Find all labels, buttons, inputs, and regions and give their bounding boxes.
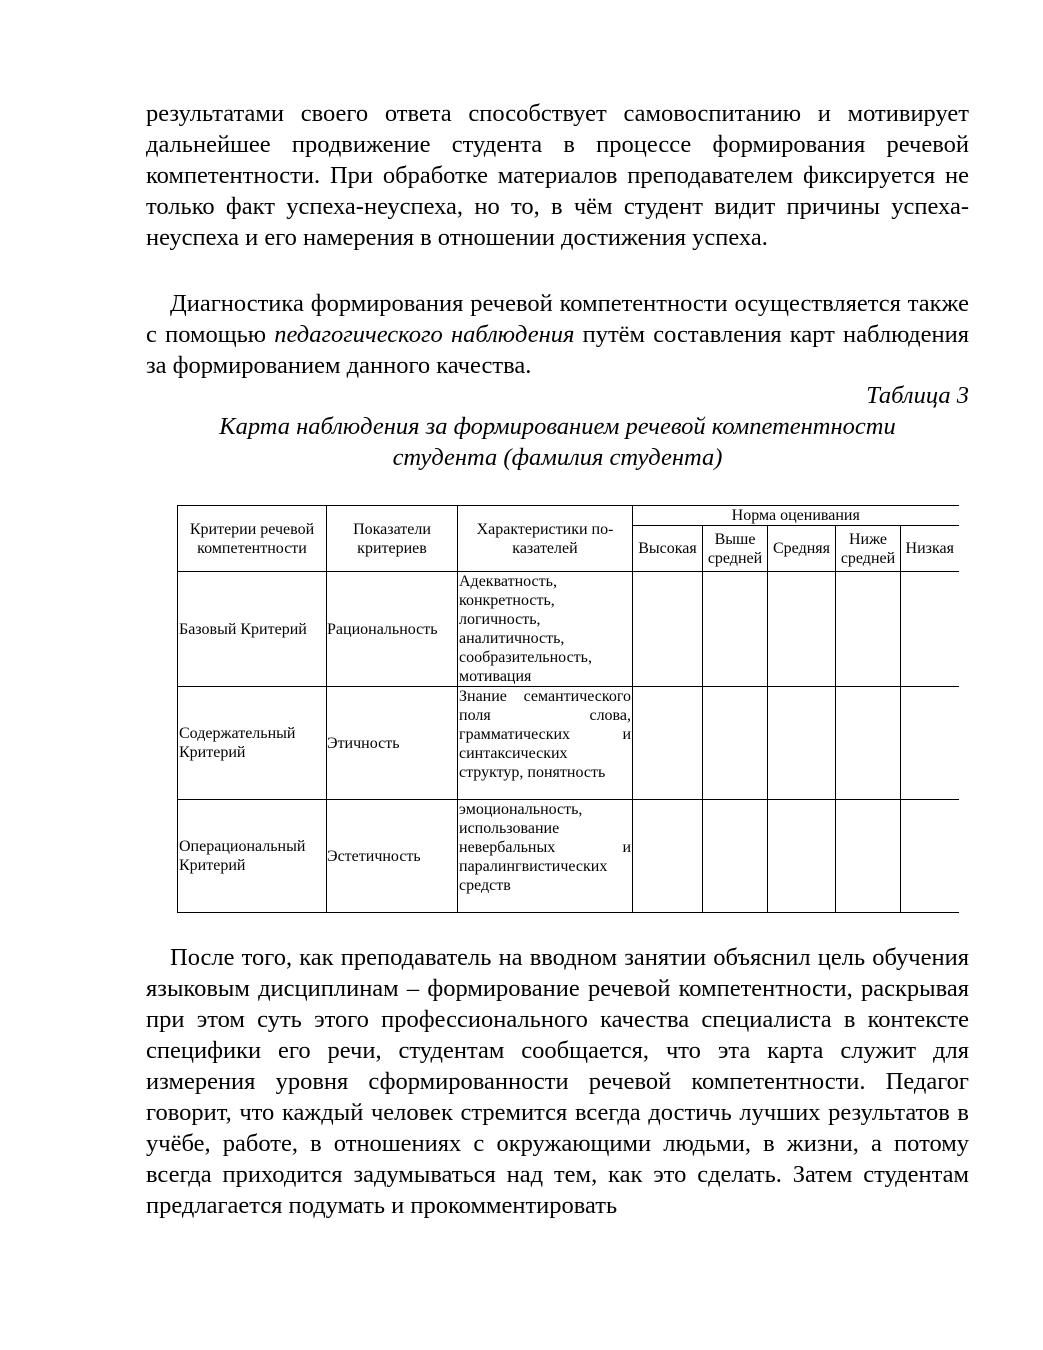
indicator-cell: Рациональность <box>327 572 458 687</box>
norm-cell-high <box>633 687 703 800</box>
table-row <box>178 572 959 687</box>
norm-cell-above-average <box>703 572 768 687</box>
header-criteria: Критерии речевой компетентности <box>178 506 327 572</box>
table-row <box>178 687 959 800</box>
characteristics-cell: эмоциональность, использование невербальных и паралингвистических средств <box>458 800 633 913</box>
header-level-average: Средняя <box>768 526 836 572</box>
header-level-low: Низкая <box>901 526 959 572</box>
indicator-cell: Эстетичность <box>327 800 458 913</box>
paragraph-diagnostics-text-2: путём составления карт наблюдения за формированием данного качества. <box>146 321 969 379</box>
paragraph-observation-card: После того, как преподаватель на вводном занятии объяснил цель обучения языковым дисциплинам – формирование речевой компетентности, раскрывая при этом суть этого профессионального качества специалиста в контексте специфики его речи, студентам сообщается, что эта карта служит для измерения уровня сформированности речевой компетентности. Педагог говорит, что каждый человек стремится всегда достичь лучших результатов в учёбе, работе, в отношениях с окружающими людьми, в жизни, а потому всегда приходится задумываться над тем, как это сделать. Затем студентам предлагается подумать и прокомментировать <box>146 944 969 1219</box>
norm-cell-low <box>901 572 959 687</box>
paragraph-diagnostics-emphasis: педагогического наблюдения <box>274 321 575 348</box>
norm-cell-average <box>768 687 836 800</box>
header-level-high: Высокая <box>633 526 703 572</box>
paragraph-diagnostics <box>146 288 969 381</box>
norm-cell-low <box>901 800 959 913</box>
norm-cell-above-average <box>703 687 768 800</box>
indicator-cell: Этичность <box>327 687 458 800</box>
table-title-line-2: студента (фамилия студента) <box>392 444 723 471</box>
norm-cell-low <box>901 687 959 800</box>
header-characteristics: Характеристики по-казателей <box>458 506 633 572</box>
characteristics-cell: Знание семантического поля слова, грамматических и синтаксических структур, понятность <box>458 687 633 800</box>
norm-cell-average <box>768 572 836 687</box>
header-level-above-average: Выше средней <box>703 526 768 572</box>
table-row <box>178 800 959 913</box>
table-number: Таблица 3 <box>866 382 969 409</box>
paragraph-diagnostics-text-1: Диагностика формирования речевой компетентности осуществляется также с помощью <box>146 290 969 348</box>
table-title <box>146 411 969 473</box>
norm-cell-below-average <box>836 687 901 800</box>
paragraph-intro: результатами своего ответа способствует самовоспитанию и мотивирует дальнейшее продвижение студента в процессе формирования речевой компетентности. При обработке материалов преподавателем фиксируется не только факт успеха-неуспеха, но то, в чём студент видит причины успеха-неуспеха и его намерения в отношении достижения успеха. <box>146 100 969 251</box>
norm-cell-average <box>768 800 836 913</box>
criterion-cell: Содержательный Критерий <box>178 687 327 800</box>
norm-cell-below-average <box>836 572 901 687</box>
header-indicators: Показатели критериев <box>327 506 458 572</box>
table-title-line-1: Карта наблюдения за формированием речевой компетентности <box>219 413 896 440</box>
norm-cell-above-average <box>703 800 768 913</box>
characteristics-cell: Адекватность, конкретность, логичность, аналитичность, сообразительность, мотивация <box>458 572 633 687</box>
criterion-cell: Базовый Критерий <box>178 572 327 687</box>
observation-table <box>177 505 959 913</box>
norm-cell-high <box>633 572 703 687</box>
header-level-below-average: Ниже средней <box>836 526 901 572</box>
criterion-cell: Операциональный Критерий <box>178 800 327 913</box>
norm-cell-high <box>633 800 703 913</box>
table-header-row-1 <box>178 506 959 526</box>
header-norm: Норма оценивания <box>633 506 959 526</box>
norm-cell-below-average <box>836 800 901 913</box>
